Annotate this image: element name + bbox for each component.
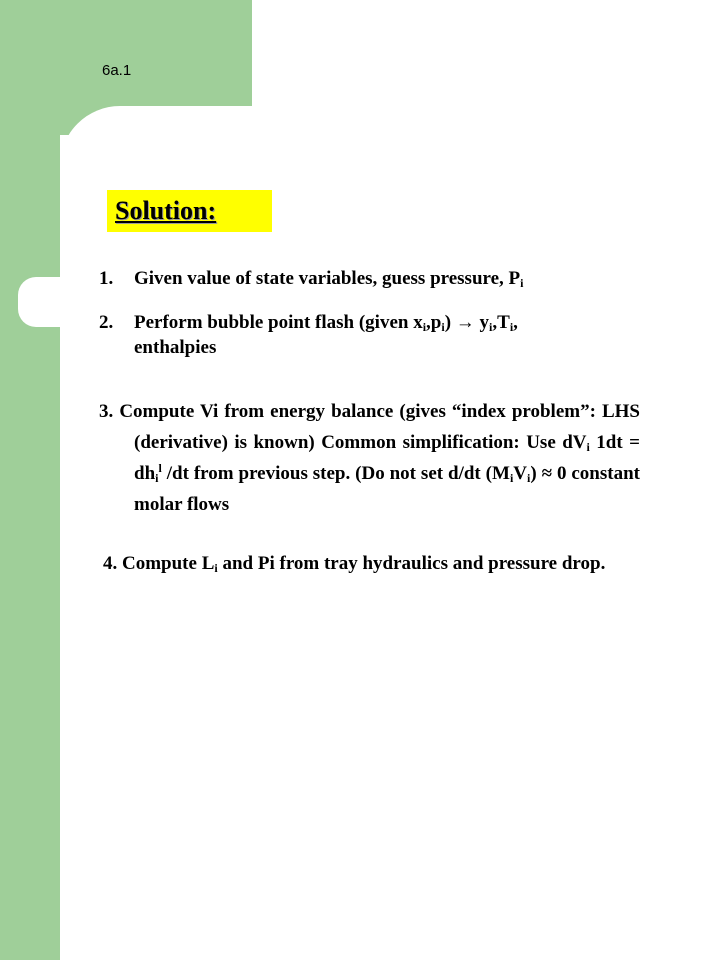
list-item-1 bbox=[99, 266, 659, 291]
green-sidebar bbox=[0, 0, 60, 960]
list-item-3: 3. Compute Vi from energy balance (gives “index problem”: LHS (derivative) is known) Common simplification: Use $dV_i$ $1dt = dh_i^l$ /dt from previous step. (Do not set d/dt $(M_iV_i) \approx 0$ constant molar flows bbox=[99, 401, 640, 515]
list-item-number: 2. bbox=[99, 312, 114, 333]
sidebar-tab bbox=[18, 277, 78, 327]
solution-label-box bbox=[107, 190, 272, 232]
list-item-4: 4. Compute $L_i$ and Pi from tray hydraulics and pressure drop. bbox=[103, 553, 606, 575]
list-item-number: 1. bbox=[99, 268, 114, 289]
list-item-2 bbox=[99, 310, 659, 360]
slide-number: 6a.1 bbox=[102, 62, 132, 79]
list-item-text: Perform bubble point flash (given $x_i,p_i) \to y_i,T_i$, enthalpies bbox=[134, 312, 518, 358]
solution-heading: Solution: bbox=[115, 196, 217, 225]
list-item-text: Given value of state variables, guess pressure, $P_i$ bbox=[134, 268, 524, 290]
